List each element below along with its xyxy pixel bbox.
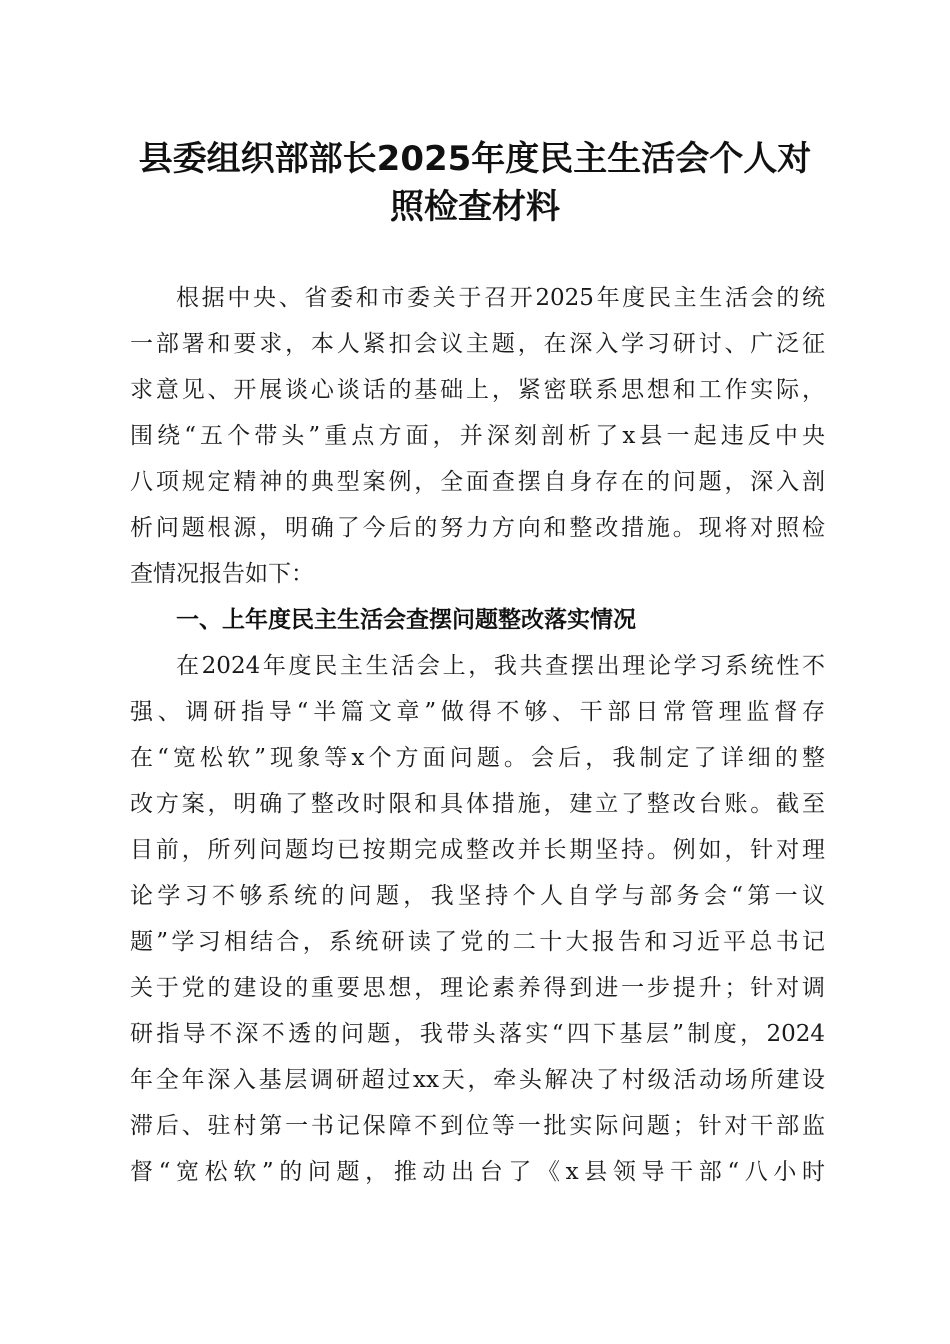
section-1-line-12: 督“宽松软”的问题，推动出台了《x县领导干部“八小时 (130, 1159, 825, 1185)
section-1-line-3: 在“宽松软”现象等x个方面问题。会后，我制定了详细的整 (130, 745, 825, 771)
intro-line-2: 一部署和要求，本人紧扣会议主题，在深入学习研讨、广泛征 (130, 331, 825, 357)
section-1-line-7: 题”学习相结合，系统研读了党的二十大报告和习近平总书记 (130, 929, 825, 955)
section-1-line-5: 目前，所列问题均已按期完成整改并长期坚持。例如，针对理 (130, 837, 825, 863)
section-1-line-10: 年全年深入基层调研超过xx天，牵头解决了村级活动场所建设 (130, 1067, 825, 1093)
section-1-line-6: 论学习不够系统的问题，我坚持个人自学与部务会“第一议 (130, 883, 825, 909)
intro-line-1: 根据中央、省委和市委关于召开2025年度民主生活会的统 (176, 285, 825, 311)
section-1-line-2: 强、调研指导“半篇文章”做得不够、干部日常管理监督存 (130, 699, 825, 725)
intro-line-4: 围绕“五个带头”重点方面，并深刻剖析了x县一起违反中央 (130, 423, 825, 449)
intro-line-7: 查情况报告如下： (130, 561, 314, 587)
section-1-line-4: 改方案，明确了整改时限和具体措施，建立了整改台账。截至 (130, 791, 825, 817)
document-title-line-2: 照检查材料 (390, 187, 560, 227)
section-1-line-1: 在2024年度民主生活会上，我共查摆出理论学习系统性不 (176, 653, 825, 679)
intro-line-5: 八项规定精神的典型案例，全面查摆自身存在的问题，深入剖 (130, 469, 825, 495)
section-1-line-11: 滞后、驻村第一书记保障不到位等一批实际问题；针对干部监 (130, 1113, 825, 1139)
section-1-line-8: 关于党的建设的重要思想，理论素养得到进一步提升；针对调 (130, 975, 825, 1001)
document-title-line-1: 县委组织部部长2025年度民主生活会个人对 (138, 139, 812, 179)
section-1-heading: 一、上年度民主生活会查摆问题整改落实情况 (176, 607, 636, 633)
intro-line-3: 求意见、开展谈心谈话的基础上，紧密联系思想和工作实际， (130, 377, 825, 403)
section-1-line-9: 研指导不深不透的问题，我带头落实“四下基层”制度，2024 (130, 1021, 825, 1047)
intro-line-6: 析问题根源，明确了今后的努力方向和整改措施。现将对照检 (130, 515, 825, 541)
